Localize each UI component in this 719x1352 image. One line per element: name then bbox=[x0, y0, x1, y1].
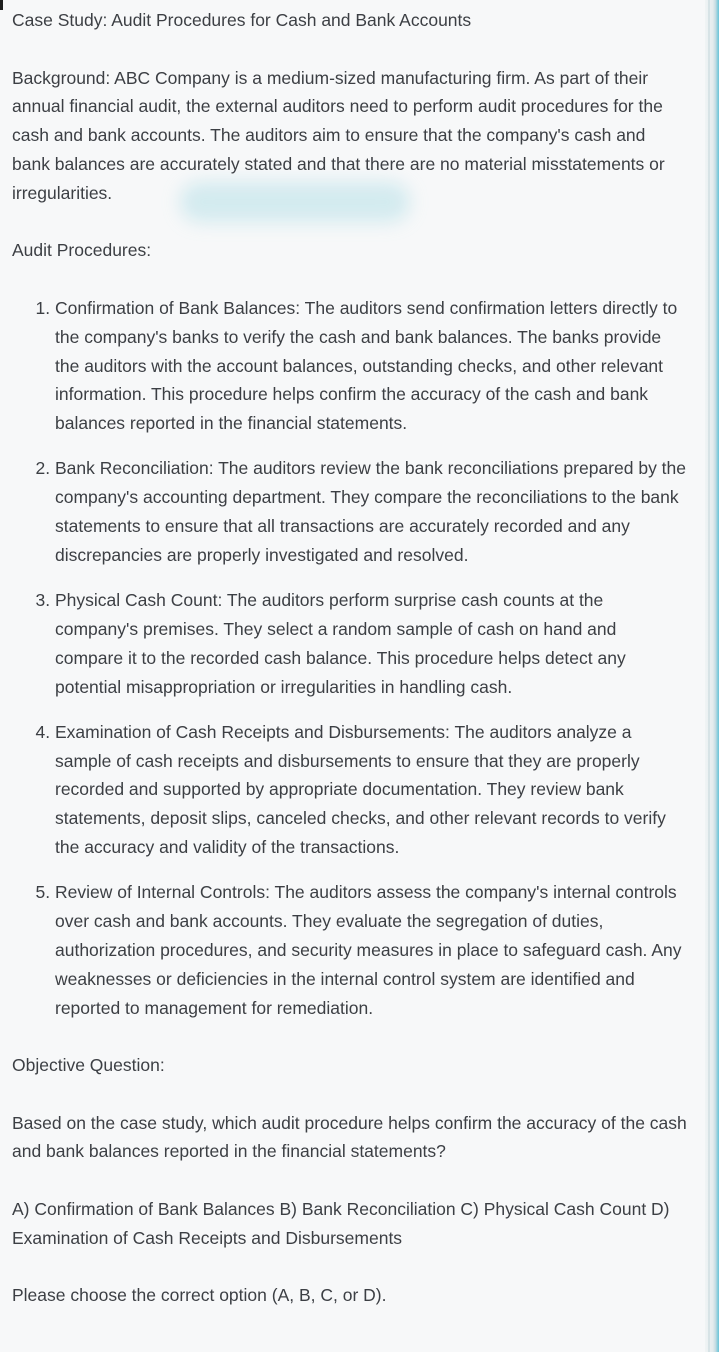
answer-options: A) Confirmation of Bank Balances B) Bank Reconciliation C) Physical Cash Count D) Examination of Cash Receipts and Disbursements bbox=[12, 1199, 670, 1248]
instruction-text: Please choose the correct option (A, B, C, or D). bbox=[12, 1285, 387, 1306]
list-item: 5. Review of Internal Controls: The auditors assess the company's internal controls over cash and bank accounts. They evaluate the segregation of duties, authorization procedures, and security measures in place to safeguard cash. Any weaknesses or deficiencies in the internal control system are identified and reported to management for remediation. bbox=[55, 878, 688, 1022]
list-item: 4. Examination of Cash Receipts and Disbursements: The auditors analyze a sample of cash receipts and disbursements to ensure that they are properly recorded and supported by appropriate documentation. They review bank statements, deposit slips, canceled checks, and other relevant records to verify the accuracy and validity of the transactions. bbox=[55, 718, 688, 862]
question-heading: Objective Question: bbox=[12, 1055, 165, 1076]
procedures-heading: Audit Procedures: bbox=[12, 240, 152, 261]
list-item: 2. Bank Reconciliation: The auditors review the bank reconciliations prepared by the company's accounting department. They compare the reconciliations to the bank statements to ensure that all transactions are accurately recorded and any discrepancies are properly investigated and resolved. bbox=[55, 454, 688, 569]
scrollbar[interactable] bbox=[705, 0, 719, 1352]
procedures-list bbox=[12, 294, 688, 1022]
scrollbar-track-line bbox=[708, 0, 710, 1352]
question-text: Based on the case study, which audit procedure helps confirm the accuracy of the cash and bank balances reported in the financial statements? bbox=[12, 1112, 687, 1162]
document-body bbox=[12, 6, 688, 1339]
background-paragraph: Background: ABC Company is a medium-sized manufacturing firm. As part of their annual financial audit, the external auditors need to perform audit procedures for the cash and bank accounts. The auditors aim to ensure that the company's cash and bank balances are accurately stated and that there are no material misstatements or irregularities. bbox=[12, 67, 665, 203]
list-item: 3. Physical Cash Count: The auditors perform surprise cash counts at the company's premises. They select a random sample of cash on hand and compare it to the recorded cash balance. This procedure helps detect any potential misappropriation or irregularities in handling cash. bbox=[55, 586, 688, 701]
list-item: 1. Confirmation of Bank Balances: The auditors send confirmation letters directly to the company's banks to verify the cash and bank balances. The banks provide the auditors with the account balances, outstanding checks, and other relevant information. This procedure helps confirm the accuracy of the cash and bank balances reported in the financial statements. bbox=[55, 294, 688, 438]
page-title: Case Study: Audit Procedures for Cash and Bank Accounts bbox=[12, 10, 472, 30]
corner-mark bbox=[0, 0, 3, 10]
